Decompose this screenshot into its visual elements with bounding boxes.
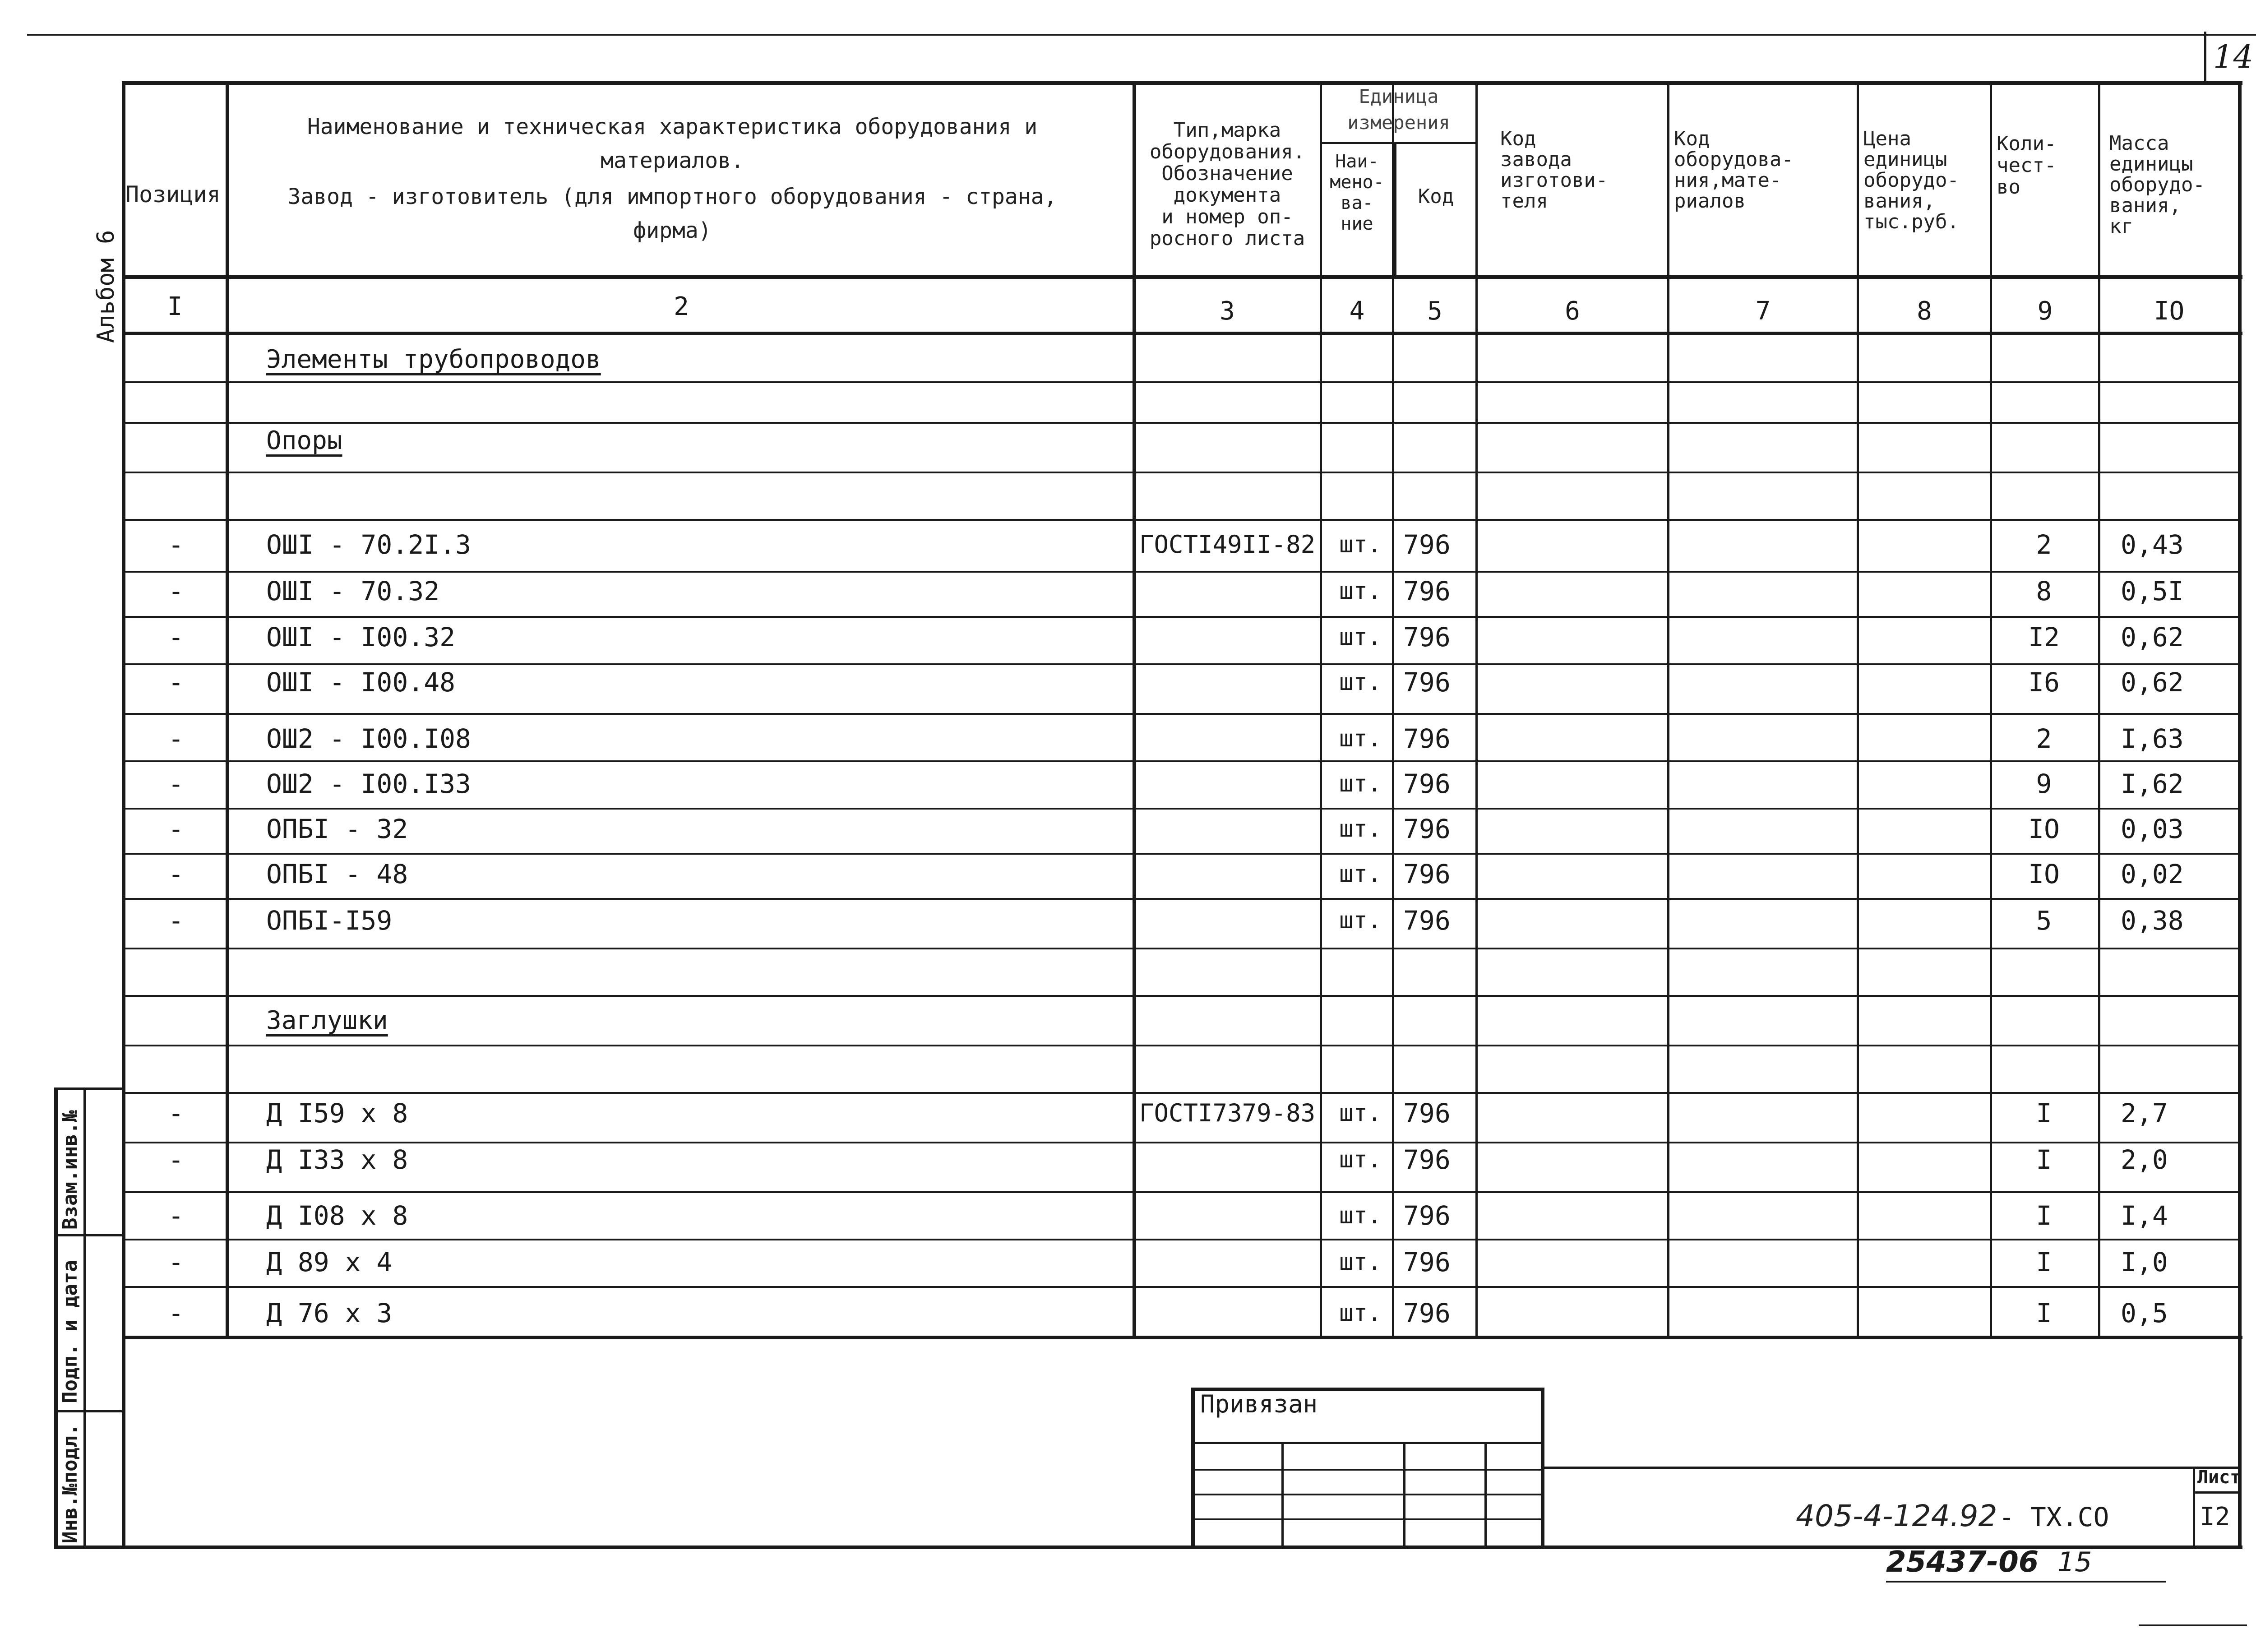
column-number-10: IO <box>2154 296 2185 326</box>
row-unit-code: 796 <box>1403 905 1451 936</box>
row-name: Д I08 x 8 <box>266 1200 408 1231</box>
stamp-cell-replaced-inv: Взам.инв.№ <box>59 1110 82 1230</box>
column-number-9: 9 <box>2037 296 2053 326</box>
row-quantity: I2 <box>2028 622 2060 652</box>
row-quantity: 2 <box>2036 723 2052 754</box>
row-unit-code: 796 <box>1403 1200 1451 1231</box>
row-position: - <box>168 667 184 698</box>
row-name: Д I33 x 8 <box>266 1144 408 1175</box>
row-mass: 0,5 <box>2121 1298 2168 1328</box>
row-name: Д 89 x 4 <box>266 1247 393 1277</box>
header-type: Тип,марка оборудования. Обозначение документа и номер оп- росного листа <box>1149 119 1305 250</box>
row-name: ОШ2 - I00.I08 <box>266 723 471 754</box>
row-unit-code: 796 <box>1403 1247 1451 1277</box>
row-quantity: I <box>2036 1247 2052 1277</box>
column-number-4: 4 <box>1349 296 1365 326</box>
row-position: - <box>168 814 184 844</box>
row-mass: 2,0 <box>2121 1144 2168 1175</box>
row-position: - <box>168 1200 184 1231</box>
row-unit: шт. <box>1339 624 1382 651</box>
header-equipment-code: Код оборудова- ния,мате- риалов <box>1674 127 1794 213</box>
row-unit: шт. <box>1339 1146 1382 1173</box>
stamp-cell-inv-orig: Инв.№подл. <box>59 1424 82 1543</box>
row-quantity: IO <box>2028 814 2060 844</box>
row-position: - <box>168 576 184 606</box>
row-name: ОШI - I00.48 <box>266 667 456 698</box>
row-unit-code: 796 <box>1403 814 1451 844</box>
row-position: - <box>168 1247 184 1277</box>
row-document: ГОСТI49II-82 <box>1139 530 1316 559</box>
row-name: ОШI - I00.32 <box>266 622 456 652</box>
row-mass: 0,62 <box>2121 622 2184 652</box>
row-mass: I,4 <box>2121 1200 2168 1231</box>
row-position: - <box>168 859 184 889</box>
row-unit: шт. <box>1339 907 1382 934</box>
row-mass: 2,7 <box>2121 1098 2168 1129</box>
header-name-line1: Наименование и техническая характеристика оборудования и <box>307 114 1038 139</box>
row-mass: I,0 <box>2121 1247 2168 1277</box>
row-unit-code: 796 <box>1403 1298 1451 1328</box>
stamp-cell-sign-date: Подп. и дата <box>59 1260 82 1403</box>
row-unit: шт. <box>1339 815 1382 842</box>
header-unit-name: Наи- мено- ва- ние <box>1330 151 1384 234</box>
row-document: ГОСТI7379-83 <box>1139 1099 1316 1127</box>
row-position: - <box>168 529 184 560</box>
row-unit-code: 796 <box>1403 859 1451 889</box>
row-mass: 0,43 <box>2121 529 2184 560</box>
row-unit-code: 796 <box>1403 768 1451 799</box>
row-unit: шт. <box>1339 531 1382 558</box>
designation-suffix: - ТХ.СО <box>1999 1502 2109 1532</box>
header-mass: Масса единицы оборудо- вания, кг <box>2109 132 2205 238</box>
row-name: ОШI - 70.32 <box>266 576 440 606</box>
row-unit: шт. <box>1339 861 1382 888</box>
row-unit: шт. <box>1339 1100 1382 1127</box>
row-quantity: 8 <box>2036 576 2052 606</box>
row-quantity: I <box>2036 1298 2052 1328</box>
row-unit-code: 796 <box>1403 1144 1451 1175</box>
row-name: ОПБI - 48 <box>266 859 408 889</box>
row-position: - <box>168 1298 184 1328</box>
row-name: ОПБI - 32 <box>266 814 408 844</box>
row-quantity: I <box>2036 1200 2052 1231</box>
row-name: ОПБI-I59 <box>266 905 393 936</box>
column-number-6: 6 <box>1565 296 1580 326</box>
section-supports: Опоры <box>266 426 342 455</box>
row-unit-code: 796 <box>1403 1098 1451 1129</box>
archive-page: 15 <box>2057 1546 2092 1578</box>
row-mass: 0,62 <box>2121 667 2184 698</box>
row-quantity: 9 <box>2036 768 2052 799</box>
album-label: Альбом 6 <box>92 230 120 343</box>
row-position: - <box>168 768 184 799</box>
row-unit: шт. <box>1339 725 1382 752</box>
row-position: - <box>168 1098 184 1129</box>
row-quantity: I <box>2036 1098 2052 1129</box>
row-mass: 0,5I <box>2121 576 2184 606</box>
row-unit: шт. <box>1339 770 1382 797</box>
archive-number: 25437-06 <box>1886 1546 2039 1579</box>
header-name-line4: фирма) <box>633 218 712 243</box>
bound-label: Привязан <box>1200 1390 1318 1418</box>
row-mass: 0,03 <box>2121 814 2184 844</box>
column-number-1: I <box>167 292 183 321</box>
column-number-2: 2 <box>674 292 689 321</box>
row-position: - <box>168 1144 184 1175</box>
row-name: Д 76 x 3 <box>266 1298 393 1328</box>
row-quantity: 2 <box>2036 529 2052 560</box>
header-position: Позиция <box>125 181 221 208</box>
header-unit-group: Единица измерения <box>1347 85 1450 134</box>
row-unit-code: 796 <box>1403 576 1451 606</box>
row-quantity: I <box>2036 1144 2052 1175</box>
column-number-8: 8 <box>1917 296 1932 326</box>
header-name-line3: Завод - изготовитель (для импортного оборудования - страна, <box>287 184 1057 209</box>
column-number-5: 5 <box>1427 296 1442 326</box>
column-number-3: 3 <box>1220 296 1235 326</box>
sheet-label: Лист <box>2197 1467 2241 1488</box>
row-unit: шт. <box>1339 1202 1382 1229</box>
row-unit: шт. <box>1339 1300 1382 1327</box>
row-mass: 0,38 <box>2121 905 2184 936</box>
row-position: - <box>168 905 184 936</box>
header-price: Цена единицы оборудо- вания, тыс.руб. <box>1863 127 1959 233</box>
row-position: - <box>168 723 184 754</box>
row-position: - <box>168 622 184 652</box>
row-quantity: IO <box>2028 859 2060 889</box>
section-plugs: Заглушки <box>266 1006 388 1035</box>
header-name-line2: материалов. <box>601 148 744 173</box>
row-unit-code: 796 <box>1403 622 1451 652</box>
row-quantity: I6 <box>2028 667 2060 698</box>
row-unit-code: 796 <box>1403 723 1451 754</box>
header-quantity: Коли- чест- во <box>1997 132 2057 199</box>
row-mass: I,63 <box>2121 723 2184 754</box>
column-number-7: 7 <box>1755 296 1771 326</box>
row-unit-code: 796 <box>1403 667 1451 698</box>
row-unit: шт. <box>1339 1249 1382 1276</box>
row-name: ОШ2 - I00.I33 <box>266 768 471 799</box>
corner-number: 14 <box>2213 38 2254 75</box>
row-name: ОШI - 70.2I.3 <box>266 529 471 560</box>
row-unit: шт. <box>1339 669 1382 696</box>
document-designation: 405-4-124.92 <box>1796 1499 1997 1533</box>
row-mass: 0,02 <box>2121 859 2184 889</box>
header-factory-code: Код завода изготови- теля <box>1500 127 1608 213</box>
row-mass: I,62 <box>2121 768 2184 799</box>
row-unit: шт. <box>1339 578 1382 605</box>
row-quantity: 5 <box>2036 905 2052 936</box>
row-name: Д I59 x 8 <box>266 1098 408 1129</box>
header-unit-code: Код <box>1418 185 1454 208</box>
row-unit-code: 796 <box>1403 529 1451 560</box>
section-pipe-elements: Элементы трубопроводов <box>266 345 601 374</box>
sheet-number: I2 <box>2200 1502 2230 1532</box>
